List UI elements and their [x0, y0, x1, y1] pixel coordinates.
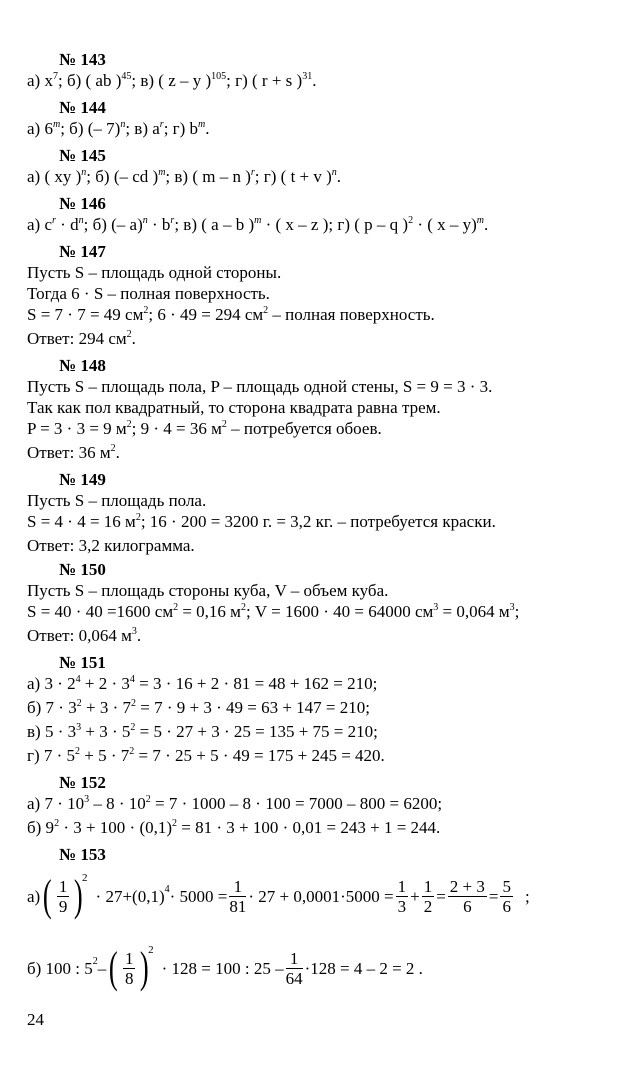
sup: 4 [164, 883, 170, 895]
text: ; в) a [125, 119, 160, 138]
text: а) 7 · 10 [27, 794, 85, 813]
sup: n [78, 215, 84, 226]
text: P = 3 · 3 = 9 м [27, 419, 127, 438]
problem-153-heading: № 153 [59, 845, 106, 864]
text: – полная поверхность. [268, 305, 435, 324]
denominator: 2 [423, 896, 433, 916]
text: . [115, 443, 120, 462]
text: = [488, 886, 499, 906]
sup: 2 [408, 215, 414, 226]
left-paren: ( [43, 871, 52, 920]
fraction [57, 877, 70, 916]
text: = [436, 886, 446, 906]
sup: 2 [263, 305, 269, 316]
problem-148-answer [27, 442, 617, 466]
exponent: 2 [148, 943, 154, 956]
numerator: 1 [229, 877, 246, 897]
sup: 2 [172, 818, 178, 829]
text: S = 7 · 7 = 49 см [27, 305, 144, 324]
sup: 2 [135, 512, 141, 523]
text: ·128 = 4 – 2 = 2 . [304, 958, 423, 978]
sup: 2 [143, 305, 149, 316]
sup: 4 [129, 674, 135, 685]
fraction [448, 877, 487, 916]
sup: 2 [129, 746, 135, 757]
paren-fraction [40, 871, 88, 920]
problem-143-heading: № 143 [59, 50, 106, 69]
text: . [312, 71, 317, 90]
denominator: 9 [58, 896, 68, 916]
sup: m [158, 167, 166, 178]
problem-147-line-2: Тогда 6 · S – полная поверхность. [27, 284, 270, 303]
exponent: 2 [82, 871, 88, 884]
text: – потребуется обоев. [226, 419, 382, 438]
text: – [97, 958, 107, 978]
problem-144-line [27, 118, 617, 142]
text: = 0,064 м [438, 602, 510, 621]
sup: r [52, 215, 56, 226]
sup: r [159, 119, 164, 130]
fraction [286, 949, 303, 988]
problem-150-heading: № 150 [59, 560, 106, 579]
sup: 2 [92, 955, 98, 967]
text: ; б) ( ab ) [57, 71, 122, 90]
fraction [422, 877, 435, 916]
text: · d [55, 215, 79, 234]
text: Ответ: 294 см [27, 329, 127, 348]
sup: n [142, 215, 148, 226]
text: б) 7 · 3 [27, 698, 77, 717]
page-number: 24 [27, 1010, 44, 1029]
text: + 2 · 3 [80, 674, 130, 693]
text: = 0,16 м [178, 602, 241, 621]
sup: 2 [110, 443, 116, 454]
problem-146-line [27, 214, 617, 238]
problem-147-line-3 [27, 304, 617, 328]
text: = 7 · 9 + 3 · 49 = 63 + 147 = 210; [135, 698, 370, 717]
sup: 2 [145, 794, 151, 805]
text: S = 40 · 40 =1600 см [27, 602, 174, 621]
problem-149-line-2 [27, 511, 617, 535]
sup: 2 [54, 818, 60, 829]
sup: 2 [221, 419, 227, 430]
problem-145-heading: № 145 [59, 146, 106, 165]
text: + 5 · 7 [80, 746, 130, 765]
denominator: 81 [229, 896, 247, 916]
problem-147-line-1: Пусть S – площадь одной стороны. [27, 263, 282, 282]
sup: 2 [76, 698, 82, 709]
denominator: 64 [285, 968, 303, 988]
problem-145-line [27, 166, 617, 190]
text: в) 5 · 3 [27, 722, 77, 741]
text: а) x [27, 71, 53, 90]
problem-151-line-b [27, 697, 617, 721]
problem-152-line-a [27, 793, 617, 817]
problem-153-line-a [27, 865, 617, 927]
text: = 81 · 3 + 100 · 0,01 = 243 + 1 = 244. [177, 818, 441, 837]
sup: 2 [130, 698, 136, 709]
sup: m [52, 119, 61, 130]
problem-149-answer: Ответ: 3,2 килограмма. [27, 536, 195, 555]
sup: 3 [76, 722, 82, 733]
text: а) c [27, 215, 53, 234]
sup: 3 [84, 794, 90, 805]
problem-148-heading: № 148 [59, 356, 106, 375]
problem-147-heading: № 147 [59, 242, 106, 261]
right-paren: ) [74, 871, 84, 920]
fraction [123, 949, 136, 988]
sup: 3 [131, 626, 137, 637]
problem-143-line [27, 70, 617, 94]
sup: 2 [130, 722, 136, 733]
problem-152-line-b [27, 817, 617, 841]
sup: 2 [126, 419, 132, 430]
problem-149-line-1: Пусть S – площадь пола. [27, 491, 207, 510]
text: Ответ: 0,064 м [27, 626, 132, 645]
text: · b [147, 215, 171, 234]
sup: n [81, 167, 87, 178]
numerator: 1 [58, 876, 68, 896]
sup: 2 [240, 602, 246, 613]
text: · ( x – z ); г) ( p – q ) [261, 215, 409, 234]
text: · 3 + 100 · (0,1) [59, 818, 173, 837]
text: б) 9 [27, 818, 55, 837]
problem-153-line-b [27, 937, 617, 999]
problem-150-line-1: Пусть S – площадь стороны куба, V – объем куба. [27, 581, 389, 600]
sup: m [476, 215, 485, 226]
text: ; в) ( a – b ) [174, 215, 255, 234]
text: = 7 · 1000 – 8 · 100 = 7000 – 800 = 6200; [150, 794, 443, 813]
problem-147-answer [27, 328, 617, 352]
paren-fraction [106, 943, 154, 992]
sup: 2 [75, 746, 81, 757]
text: . [205, 119, 210, 138]
numerator: 1 [286, 949, 303, 969]
text: ; в) ( m – n ) [165, 167, 251, 186]
problem-148-line-1: Пусть S – площадь пола, P – площадь одной стены, S = 9 = 3 · 3. [27, 377, 493, 396]
sup: 3 [509, 602, 515, 613]
text: · ( x – y) [413, 215, 477, 234]
text: ; б) (– 7) [60, 119, 121, 138]
text: + [410, 886, 420, 906]
sup: n [120, 119, 126, 130]
fraction [229, 877, 246, 916]
text: ; г) ( t + v ) [254, 167, 332, 186]
text: ; б) (– a) [83, 215, 143, 234]
sup: r [250, 167, 255, 178]
text: . [336, 167, 342, 186]
text: а) 3 · 2 [27, 674, 76, 693]
sup: 2 [126, 329, 132, 340]
problem-152-heading: № 152 [59, 773, 106, 792]
text: = 3 · 16 + 2 · 81 = 48 + 162 = 210; [134, 674, 378, 693]
fraction [396, 877, 409, 916]
numerator: 5 [502, 876, 511, 896]
text: а) [27, 886, 41, 906]
text: · 27 + 0,0001·5000 = [248, 886, 394, 906]
text: – 8 · 10 [89, 794, 146, 813]
text: = 7 · 25 + 5 · 49 = 175 + 245 = 420. [134, 746, 385, 765]
text: ; 16 · 200 = 3200 г. = 3,2 кг. – потребуется краски. [140, 512, 496, 531]
denominator: 8 [124, 968, 134, 988]
numerator: 2 + 3 [449, 876, 485, 896]
right-paren: ) [140, 943, 150, 992]
text: . [484, 215, 489, 234]
text: . [136, 626, 142, 645]
text: ; V = 1600 · 40 = 64000 см [245, 602, 434, 621]
sup: n [331, 167, 337, 178]
text: ; [514, 602, 520, 621]
sup: 31 [302, 71, 313, 82]
problem-150-answer [27, 625, 617, 649]
sup: 2 [173, 602, 179, 613]
problem-148-line-3 [27, 418, 617, 442]
problem-151-line-d [27, 745, 617, 769]
text: г) 7 · 5 [27, 746, 76, 765]
text: + 3 · 7 [81, 698, 131, 717]
denominator: 3 [397, 896, 407, 916]
problem-151-line-c [27, 721, 617, 745]
text: а) ( xy ) [27, 167, 82, 186]
sup: 45 [121, 71, 132, 82]
sup: 3 [433, 602, 439, 613]
denominator: 6 [502, 896, 511, 916]
problem-146-heading: № 146 [59, 194, 106, 213]
text: ; б) (– cd ) [86, 167, 159, 186]
text: ; [524, 886, 530, 906]
text: ; в) ( z – y ) [131, 71, 212, 90]
problem-150-line-2 [27, 601, 617, 625]
text: + 3 · 5 [81, 722, 131, 741]
problem-148-line-2: Так как пол квадратный, то сторона квадрата равна трем. [27, 398, 441, 417]
problem-149-heading: № 149 [59, 470, 106, 489]
text: · 5000 = [169, 886, 228, 906]
sup: m [254, 215, 262, 226]
text: б) 100 : 5 [27, 958, 93, 978]
problem-144-heading: № 144 [59, 98, 106, 117]
numerator: 1 [397, 876, 407, 896]
fraction [500, 877, 513, 916]
text: ; г) b [163, 119, 199, 138]
text: ; г) ( r + s ) [226, 71, 303, 90]
text: ; 9 · 4 = 36 м [131, 419, 222, 438]
text: S = 4 · 4 = 16 м [27, 512, 136, 531]
sup: m [198, 119, 206, 130]
problem-151-line-a [27, 673, 617, 697]
denominator: 6 [463, 896, 472, 916]
text: Ответ: 36 м [27, 443, 111, 462]
numerator: 1 [423, 876, 433, 896]
text: а) 6 [27, 119, 53, 138]
text: . [131, 329, 136, 348]
sup: 7 [52, 71, 58, 82]
text: · 128 = 100 : 25 – [161, 958, 284, 978]
text: · 27+(0,1) [95, 886, 165, 906]
problem-151-heading: № 151 [59, 653, 106, 672]
sup: r [170, 215, 175, 226]
sup: 4 [75, 674, 81, 685]
numerator: 1 [124, 948, 134, 968]
sup: 105 [211, 71, 227, 82]
text: = 5 · 27 + 3 · 25 = 135 + 75 = 210; [135, 722, 378, 741]
left-paren: ( [109, 943, 119, 992]
page-content [27, 46, 617, 999]
text: ; 6 · 49 = 294 см [148, 305, 264, 324]
